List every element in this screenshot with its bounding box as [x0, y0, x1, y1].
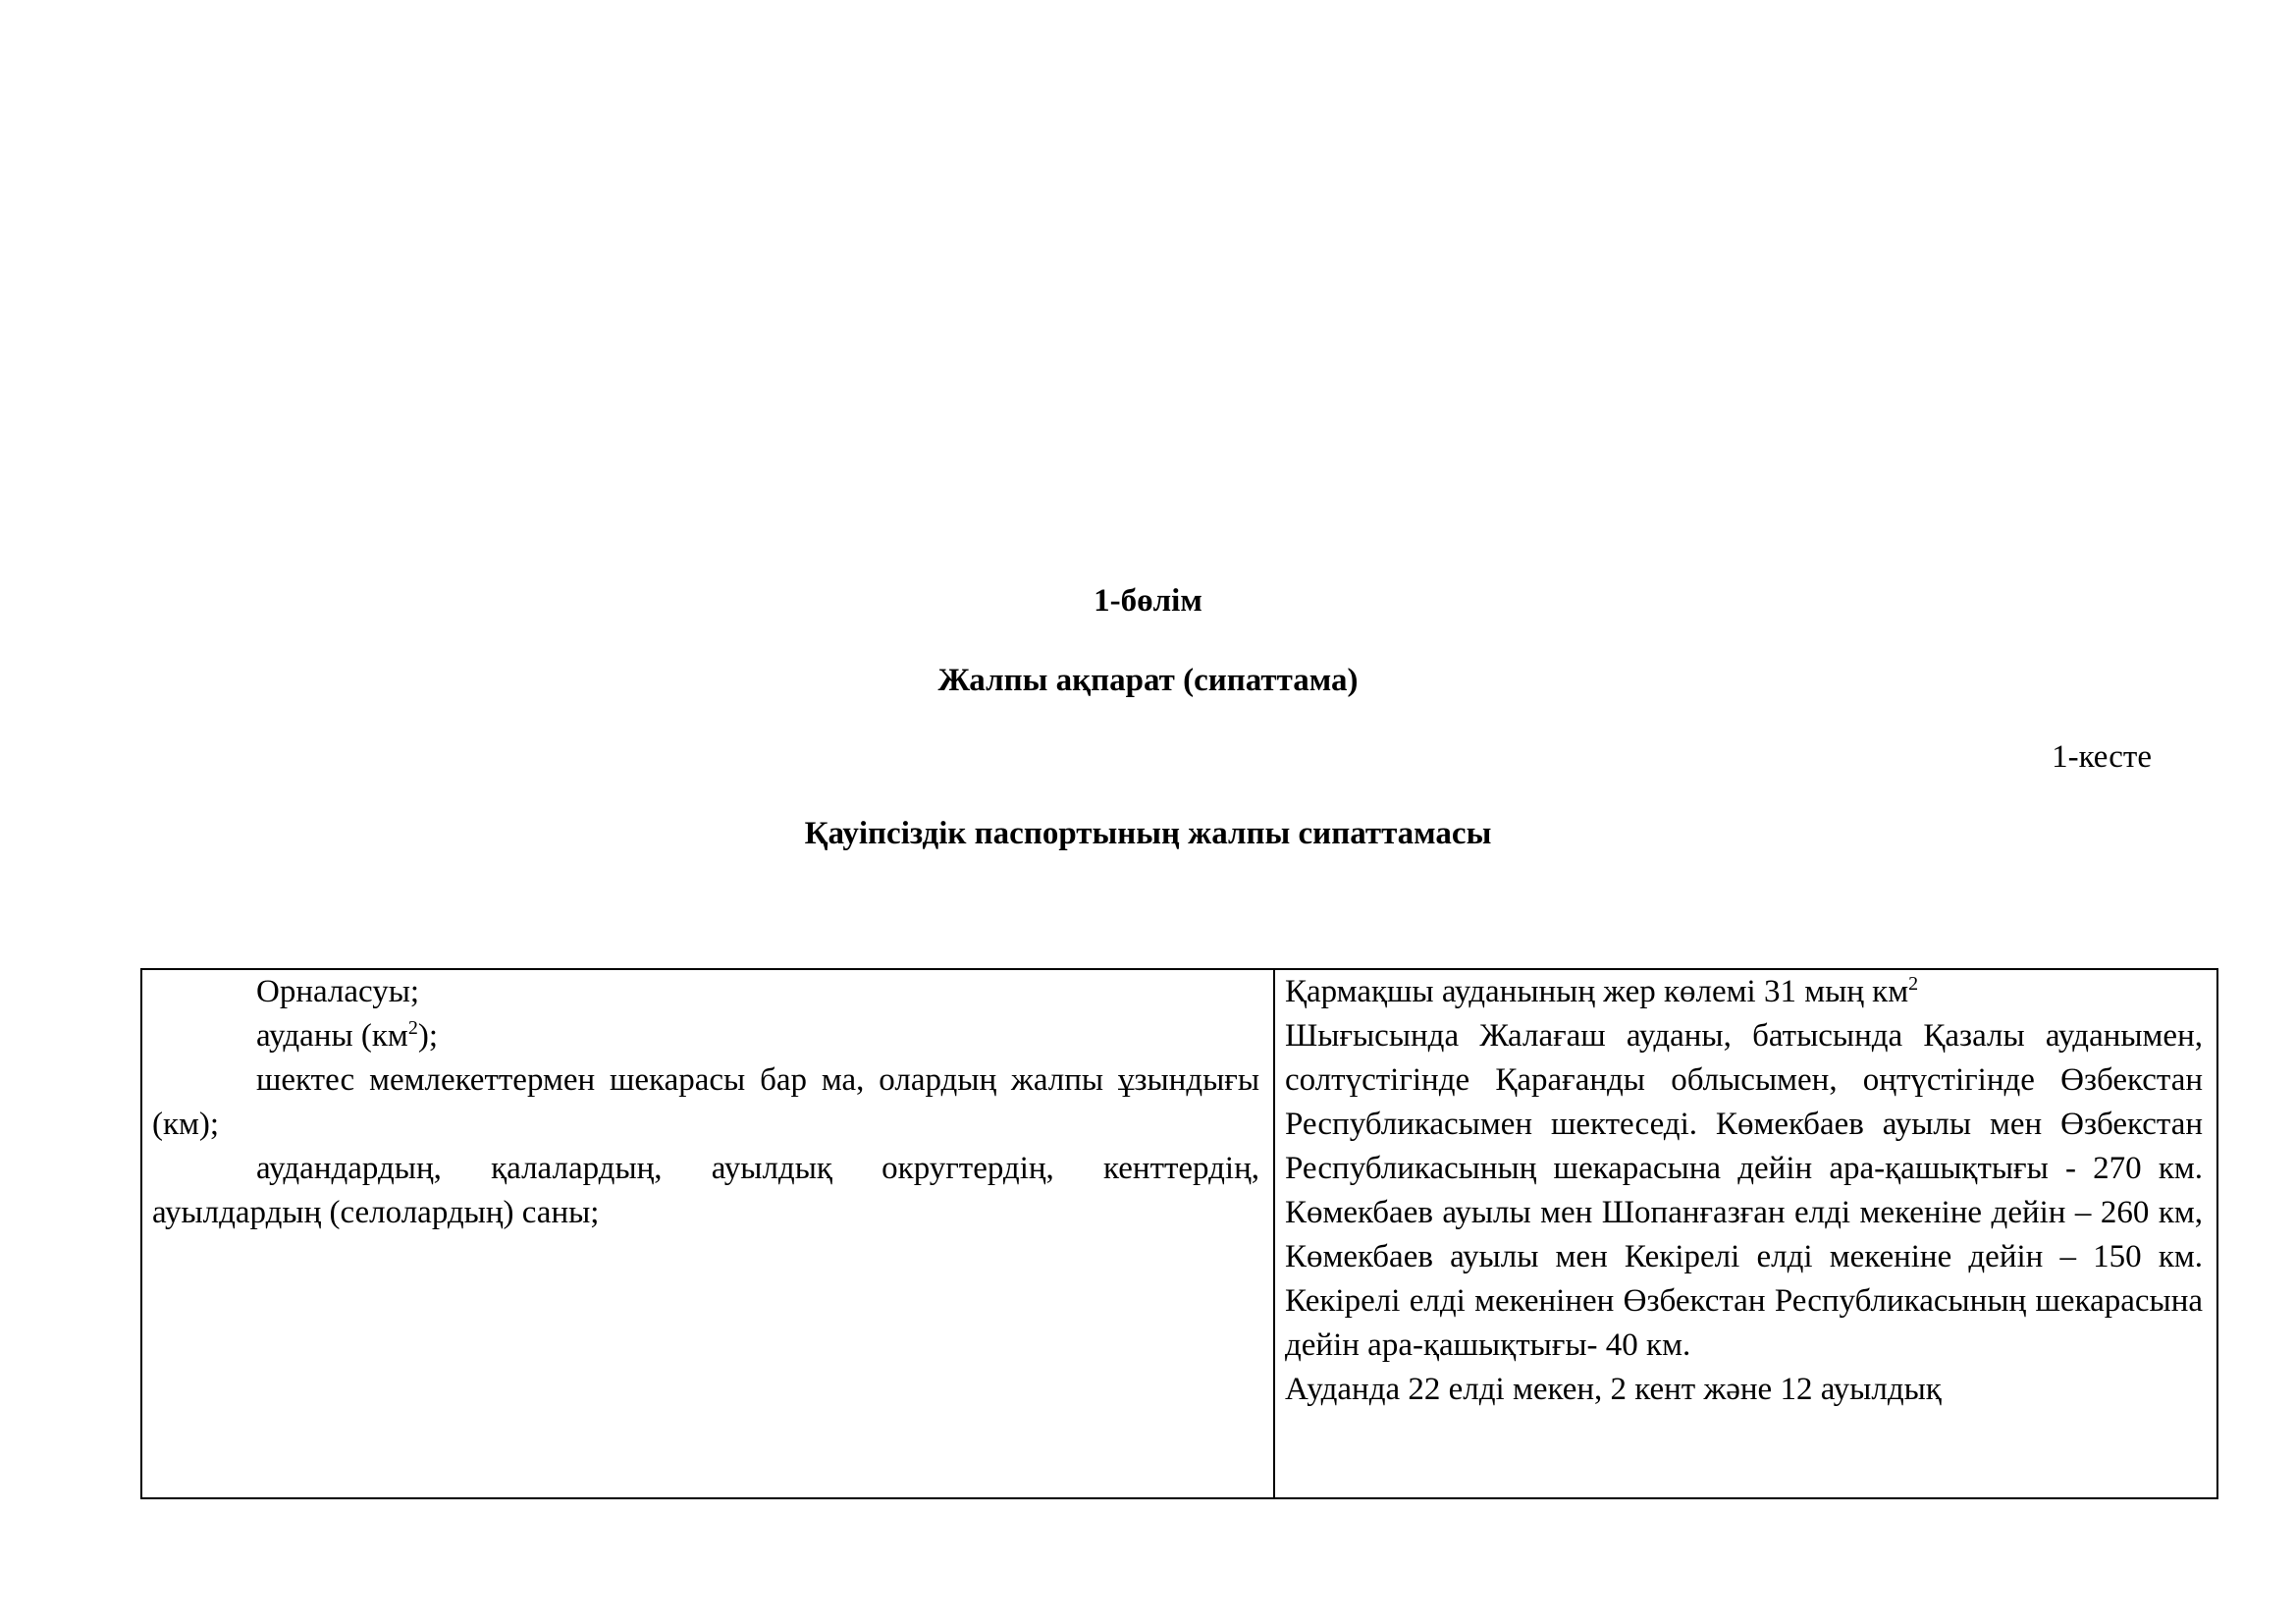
- settlements-count: Ауданда 22 елді мекен, 2 кент және 12 ауылдық: [1285, 1372, 1942, 1407]
- area-label-text: ауданы (км: [256, 1018, 408, 1054]
- area-label: [152, 1014, 1259, 1058]
- location-label: Орналасуы;: [256, 974, 420, 1009]
- area-label-end: );: [417, 1018, 438, 1054]
- area-label-superscript: 2: [407, 1017, 418, 1039]
- table-row: [141, 969, 2217, 1498]
- table-number: 1-кесте: [2052, 739, 2152, 775]
- section-number: 1-бөлім: [1094, 583, 1202, 619]
- area-value-superscript: 2: [1908, 973, 1919, 995]
- section-title: Жалпы ақпарат (сипаттама): [937, 663, 1359, 698]
- general-description-table: [140, 968, 2218, 1499]
- parameters-cell: [141, 969, 1274, 1498]
- borders-description: Шығысында Жалағаш ауданы, батысында Қазалы ауданымен, солтүстігінде Қарағанды облысымен, оңтүстігінде Өзбекстан Республикасымен шектеседі. Көмекбаев ауылы мен Өзбекстан Республикасының шекарасына дейін ара-қашықтығы - 270 км. Көмекбаев ауылы мен Шопанғазған елді мекеніне дейін – 260 км, Көмекбаев ауылы мен Кекірелі елді мекеніне дейін – 150 км. Кекірелі елді мекенінен Өзбекстан Республикасының шекарасына дейін ара-қашықтығы- 40 км.: [1285, 1018, 2203, 1363]
- area-value: [1285, 970, 2203, 1014]
- counts-label: аудандардың, қалалардың, ауылдық округтердің, кенттердің, ауылдардың (селолардың) саны;: [152, 1151, 1259, 1230]
- values-cell: [1274, 969, 2217, 1498]
- table-title: Қауіпсіздік паспортының жалпы сипаттамасы: [804, 816, 1492, 851]
- borders-label: шектес мемлекеттермен шекарасы бар ма, олардың жалпы ұзындығы (км);: [152, 1062, 1259, 1142]
- area-value-text: Қармақшы ауданының жер көлемі 31 мың км: [1285, 974, 1909, 1009]
